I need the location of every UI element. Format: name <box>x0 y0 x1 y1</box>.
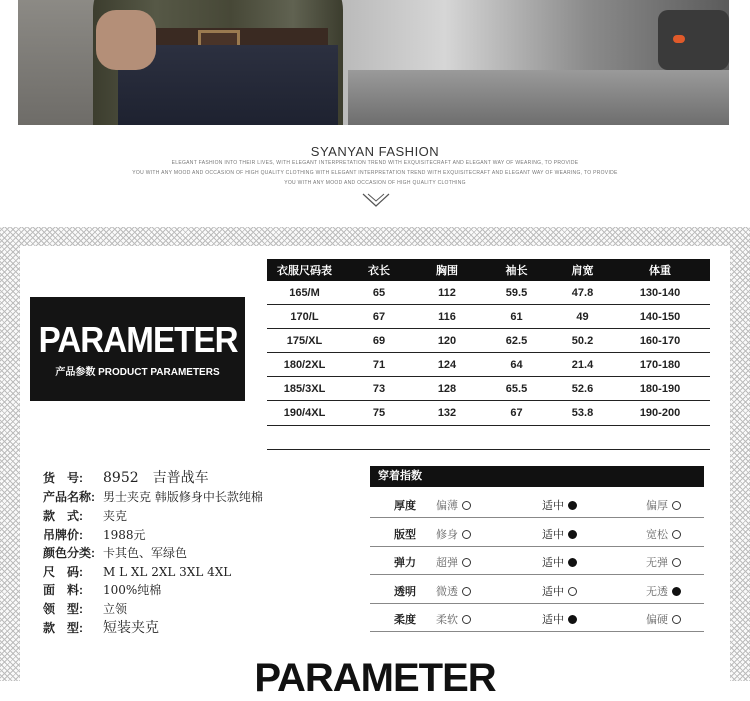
wear-index-option <box>436 583 471 599</box>
filled-circle-icon <box>568 558 577 567</box>
wear-index-title: 穿着指数 <box>370 466 704 487</box>
wear-index-option <box>646 611 681 627</box>
header-shoulder: 肩宽 <box>555 259 610 281</box>
filled-circle-icon <box>568 501 577 510</box>
header-weight: 体重 <box>610 259 710 281</box>
empty-circle-icon <box>462 501 471 510</box>
photo-hand <box>96 10 156 70</box>
cell-sleeve: 67 <box>478 401 555 426</box>
size-table-header <box>267 259 710 281</box>
badge-title: PARAMETER <box>38 319 238 360</box>
chevron-down-icon <box>362 192 390 208</box>
cell-size: 175/XL <box>267 329 342 353</box>
info-value: M L XL 2XL 3XL 4XL <box>103 565 232 579</box>
cell-sleeve: 59.5 <box>478 281 555 305</box>
wear-index-option-label: 适中 <box>542 500 564 512</box>
info-key: 领 型: <box>43 602 83 616</box>
header-sleeve: 袖长 <box>478 259 555 281</box>
wear-index-option-label: 偏厚 <box>646 500 668 512</box>
wear-index-option-label: 无透 <box>646 585 668 598</box>
info-key: 款 型: <box>43 621 83 635</box>
empty-circle-icon <box>672 501 681 510</box>
cell-sleeve: 64 <box>478 353 555 377</box>
brand-line-2: YOU WITH ANY MOOD AND OCCASION OF HIGH QUALITY CLOTHING WITH ELEGANT INTERPRETATION TREND WITH EXQUISITECRAFT AND ELEGANT WAY OF WEARING, TO PROVIDE <box>132 170 618 176</box>
wear-index-option-label: 修身 <box>436 528 458 541</box>
info-key: 面 料: <box>43 583 83 597</box>
info-value: 夹克 <box>103 509 128 523</box>
cell-weight: 140-150 <box>610 305 710 329</box>
cell-size: 185/3XL <box>267 377 342 401</box>
wear-index-row <box>370 518 704 547</box>
cell-weight: 170-180 <box>610 353 710 377</box>
info-item-name <box>43 488 263 506</box>
wear-index-option-label: 宽松 <box>646 528 668 541</box>
cell-chest: 112 <box>416 281 478 305</box>
info-value: 短装夹克 <box>103 620 159 636</box>
wear-index-option-label: 适中 <box>542 585 564 598</box>
empty-circle-icon <box>462 615 471 624</box>
wear-index-label: 透明 <box>394 585 416 598</box>
cell-shoulder: 50.2 <box>555 329 610 353</box>
cell-shoulder: 47.8 <box>555 281 610 305</box>
cell-chest: 124 <box>416 353 478 377</box>
cell-weight: 130-140 <box>610 281 710 305</box>
wear-index-option-label: 适中 <box>542 528 564 541</box>
info-key: 颜色分类: <box>43 546 95 560</box>
cell-chest: 132 <box>416 401 478 426</box>
info-item-style <box>43 507 127 525</box>
wear-index-option <box>646 583 681 599</box>
cell-length: 65 <box>342 281 416 305</box>
table-row <box>267 329 710 353</box>
info-key: 吊牌价: <box>43 528 83 542</box>
empty-circle-icon <box>462 587 471 596</box>
table-row <box>267 353 710 377</box>
wear-index-row <box>370 575 704 604</box>
cell-size: 190/4XL <box>267 401 342 426</box>
wear-index-option <box>436 554 471 570</box>
cell-chest: 116 <box>416 305 478 329</box>
wear-index-row <box>370 546 704 575</box>
filled-circle-icon <box>672 587 681 596</box>
wear-index-option-label: 超弹 <box>436 557 458 569</box>
wear-index-option <box>436 526 471 542</box>
cell-sleeve: 65.5 <box>478 377 555 401</box>
empty-circle-icon <box>672 530 681 539</box>
wear-index-option <box>542 554 577 570</box>
wear-index-label: 弹力 <box>394 557 416 569</box>
info-value: 100%纯棉 <box>103 583 162 597</box>
wear-index-option <box>436 497 471 513</box>
info-key: 货 号: <box>43 471 83 485</box>
info-item-collar <box>43 600 127 618</box>
info-value: 卡其色、军绿色 <box>103 546 188 560</box>
brand-title: SYANYAN FASHION <box>310 144 440 159</box>
brand-line-1: ELEGANT FASHION INTO THEIR LIVES, WITH ELEGANT INTERPRETATION TREND WITH EXQUISITECRAFT AND ELEGANT WAY OF WEARING, TO PROVIDE <box>171 160 579 166</box>
wear-index-option-label: 适中 <box>542 557 564 569</box>
cell-shoulder: 49 <box>555 305 610 329</box>
wear-index-row <box>370 603 704 632</box>
filled-circle-icon <box>568 615 577 624</box>
cell-weight: 190-200 <box>610 401 710 426</box>
wear-index-option <box>646 526 681 542</box>
photo-street <box>348 70 729 125</box>
filled-circle-icon <box>568 530 577 539</box>
wear-index-option-label: 无弹 <box>646 557 668 569</box>
cell-chest: 120 <box>416 329 478 353</box>
wear-index-option <box>646 554 681 570</box>
cell-shoulder: 52.6 <box>555 377 610 401</box>
wear-index-label: 厚度 <box>394 500 416 512</box>
cell-weight: 180-190 <box>610 377 710 401</box>
empty-circle-icon <box>462 558 471 567</box>
brand-line-3: YOU WITH ANY MOOD AND OCCASION OF HIGH QUALITY CLOTHING <box>284 180 466 186</box>
table-row <box>267 377 710 401</box>
info-value: 8952 吉普战车 <box>103 470 209 486</box>
wear-index-option <box>542 583 577 599</box>
photo-car <box>658 10 729 70</box>
header-size: 衣服尺码表 <box>267 259 342 281</box>
cell-shoulder: 21.4 <box>555 353 610 377</box>
cell-size: 165/M <box>267 281 342 305</box>
cell-length: 67 <box>342 305 416 329</box>
info-item-size <box>43 563 231 581</box>
parameter-badge <box>30 297 245 401</box>
cell-sleeve: 61 <box>478 305 555 329</box>
hero-photo <box>18 0 729 125</box>
wear-index-option <box>646 497 681 513</box>
size-table <box>267 259 710 426</box>
info-value: 1988元 <box>103 528 146 542</box>
wear-index-option-label: 柔软 <box>436 614 458 626</box>
info-value: 立领 <box>103 602 128 616</box>
header-chest: 胸围 <box>416 259 478 281</box>
table-row <box>267 305 710 329</box>
photo-background <box>18 0 98 125</box>
info-value: 男士夹克 韩版修身中长款纯棉 <box>103 490 263 504</box>
wear-index-option <box>436 611 471 627</box>
wear-index-option-label: 适中 <box>542 614 564 626</box>
info-item-fit <box>43 619 159 637</box>
divider <box>267 449 710 450</box>
cell-length: 69 <box>342 329 416 353</box>
info-item-price <box>43 526 146 544</box>
cell-weight: 160-170 <box>610 329 710 353</box>
table-row <box>267 401 710 426</box>
empty-circle-icon <box>672 558 681 567</box>
cell-size: 180/2XL <box>267 353 342 377</box>
info-key: 产品名称: <box>43 490 95 504</box>
wear-index-row <box>370 489 704 518</box>
empty-circle-icon <box>462 530 471 539</box>
info-item-fabric <box>43 581 161 599</box>
header-length: 衣长 <box>342 259 416 281</box>
bottom-title: PARAMETER <box>254 656 496 700</box>
info-key: 尺 码: <box>43 565 83 579</box>
cell-chest: 128 <box>416 377 478 401</box>
cell-shoulder: 53.8 <box>555 401 610 426</box>
info-item-color <box>43 544 187 562</box>
cell-length: 71 <box>342 353 416 377</box>
wear-index-option <box>542 526 577 542</box>
wear-index-label: 柔度 <box>394 614 416 626</box>
badge-subtitle: 产品参数 PRODUCT PARAMETERS <box>55 367 220 378</box>
wear-index-option-label: 微透 <box>436 585 458 598</box>
info-key: 款 式: <box>43 509 83 523</box>
wear-index-label: 版型 <box>394 528 416 541</box>
photo-car-light <box>673 35 685 43</box>
wear-index-option-label: 偏薄 <box>436 500 458 512</box>
cell-size: 170/L <box>267 305 342 329</box>
cell-sleeve: 62.5 <box>478 329 555 353</box>
cell-length: 73 <box>342 377 416 401</box>
info-item-sku <box>43 469 209 487</box>
wear-index-option <box>542 611 577 627</box>
wear-index-option <box>542 497 577 513</box>
empty-circle-icon <box>568 587 577 596</box>
empty-circle-icon <box>672 615 681 624</box>
table-row <box>267 281 710 305</box>
cell-length: 75 <box>342 401 416 426</box>
wear-index-option-label: 偏硬 <box>646 614 668 626</box>
